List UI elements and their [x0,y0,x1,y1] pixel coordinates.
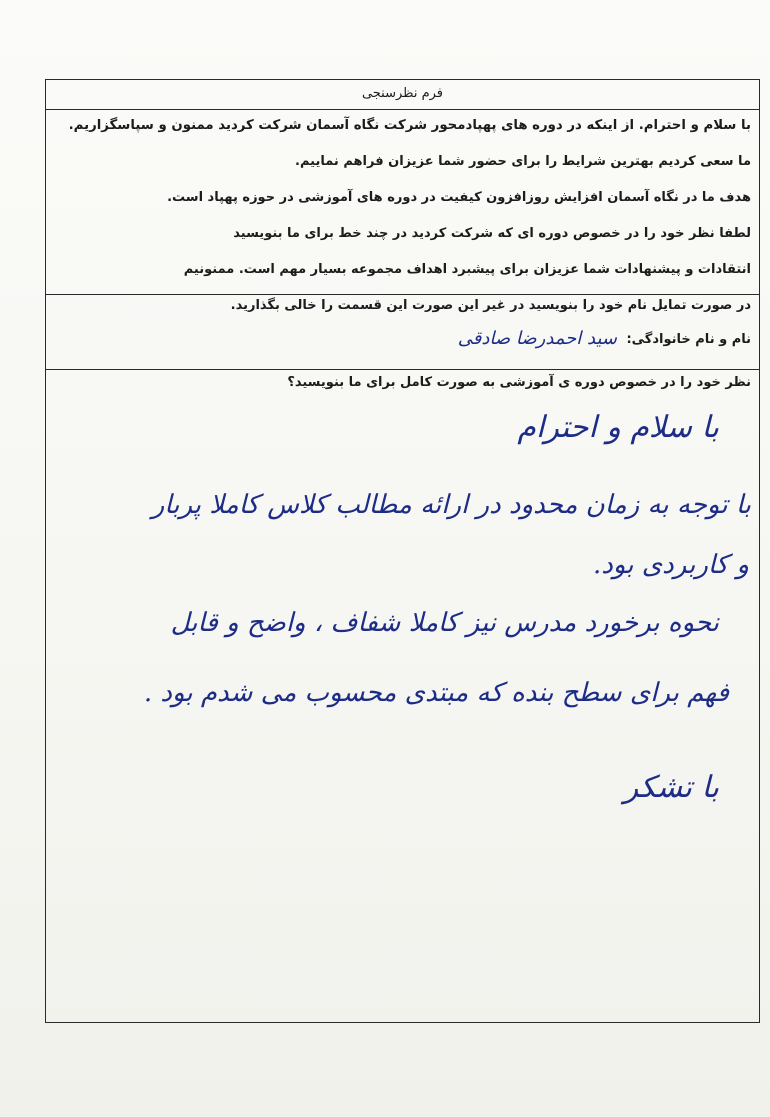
handwritten-line: نحوه برخورد مدرس نیز کاملا شفاف ، واضح و قابل [170,608,719,638]
survey-form [45,79,760,1023]
intro-line: انتقادات و پیشنهادات شما عزیزان برای پیشبرد اهداف مجموعه بسیار مهم است. ممنونیم [183,262,751,277]
intro-line: لطفا نظر خود را در خصوص دوره ای که شرکت کردید در چند خط برای ما بنویسید [233,226,751,241]
intro-line: با سلام و احترام. از اینکه در دوره های پهپادمحور شرکت نگاه آسمان شرکت کردید ممنون و سپاسگزاریم. [68,118,751,133]
handwritten-line: و کاربردی بود. [593,550,749,580]
handwritten-line: فهم برای سطح بنده که مبتدی محسوب می شدم بود . [143,678,729,708]
form-title: فرم نظرسنجی [361,86,444,101]
intro-line: هدف ما در نگاه آسمان افزایش روزافزون کیفیت در دوره های آموزشی در حوزه پهپاد است. [167,190,751,205]
handwritten-signoff: با تشکر [623,770,719,805]
handwritten-line: با توجه به زمان محدود در ارائه مطالب کلاس کاملا پربار [151,490,751,520]
handwritten-greeting: با سلام و احترام [517,410,719,445]
form-title-row [46,80,759,110]
name-value-handwritten: سید احمدرضا صادقی [457,328,617,349]
name-instruction: در صورت تمایل نام خود را بنویسید در غیر این صورت این قسمت را خالی بگذارید. [230,298,751,313]
name-section [46,295,759,370]
intro-section [46,110,759,295]
name-label: نام و نام خانوادگی: [626,332,751,347]
intro-line: ما سعی کردیم بهترین شرایط را برای حضور شما عزیزان فراهم نماییم. [295,154,751,169]
comment-prompt: نظر خود را در خصوص دوره ی آموزشی به صورت کامل برای ما بنویسید؟ [287,375,751,390]
